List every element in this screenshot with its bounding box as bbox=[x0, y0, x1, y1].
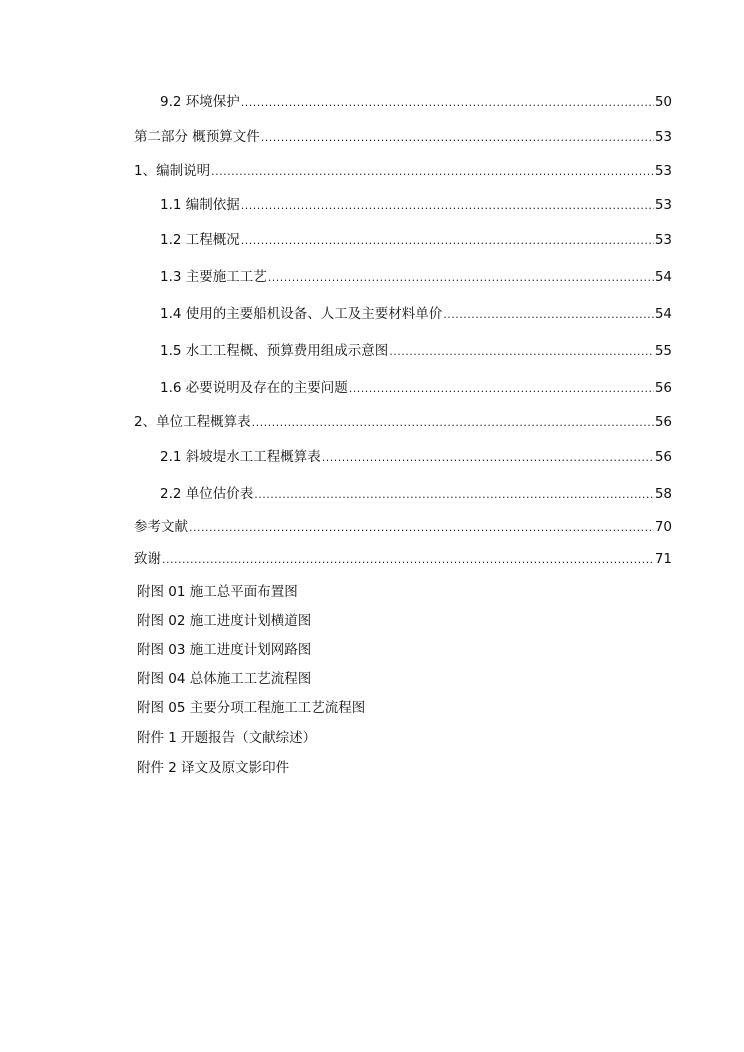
toc-leader-dots bbox=[211, 163, 654, 181]
toc-leader-dots bbox=[261, 129, 654, 147]
toc-page-number: 56 bbox=[654, 414, 672, 430]
toc-entry-title: 2.2 单位估价表 bbox=[160, 486, 254, 502]
toc-leader-dots bbox=[322, 449, 654, 467]
toc-page-number: 54 bbox=[654, 269, 672, 285]
toc-page-number: 53 bbox=[654, 197, 672, 213]
toc-entry-title: 1、编制说明 bbox=[134, 163, 211, 179]
attachment-line: 附图 03 施工进度计划网路图 bbox=[137, 642, 312, 658]
toc-entry-title: 1.4 使用的主要船机设备、人工及主要材料单价 bbox=[160, 306, 443, 322]
toc-leader-dots bbox=[389, 343, 654, 361]
toc-leader-dots bbox=[268, 269, 654, 287]
toc-entry-title: 9.2 环境保护 bbox=[160, 94, 240, 110]
toc-entry-title: 第二部分 概预算文件 bbox=[134, 129, 260, 145]
toc-page-number: 54 bbox=[654, 306, 672, 322]
toc-leader-dots bbox=[241, 197, 654, 215]
toc-entry-2-2[interactable] bbox=[160, 485, 672, 504]
toc-page-number: 53 bbox=[654, 163, 672, 179]
toc-page-number: 70 bbox=[654, 519, 672, 535]
toc-leader-dots bbox=[349, 380, 654, 398]
toc-entry-title: 2、单位工程概算表 bbox=[134, 414, 251, 430]
toc-page-number: 55 bbox=[654, 343, 672, 359]
toc-entry-title: 1.5 水工工程概、预算费用组成示意图 bbox=[160, 343, 389, 359]
toc-entry-2-1[interactable] bbox=[160, 448, 672, 467]
toc-entry-2[interactable] bbox=[134, 413, 672, 432]
toc-entry-title: 参考文献 bbox=[134, 519, 188, 535]
toc-page-number: 53 bbox=[654, 232, 672, 248]
toc-entry-1-6[interactable] bbox=[160, 379, 672, 398]
toc-page-number: 56 bbox=[654, 449, 672, 465]
toc-leader-dots bbox=[252, 414, 654, 432]
toc-entry-title: 1.2 工程概况 bbox=[160, 232, 240, 248]
toc-entry-1-2[interactable] bbox=[160, 231, 672, 250]
toc-entry-1-1[interactable] bbox=[160, 196, 672, 215]
toc-page-number: 58 bbox=[654, 486, 672, 502]
toc-entry-part-2[interactable] bbox=[134, 128, 672, 147]
toc-entry-title: 1.3 主要施工工艺 bbox=[160, 269, 267, 285]
toc-entry-title: 2.1 斜坡堤水工工程概算表 bbox=[160, 449, 321, 465]
toc-entry-acknowledgements[interactable] bbox=[134, 550, 672, 569]
toc-page-number: 71 bbox=[654, 551, 672, 567]
toc-entry-9-2[interactable] bbox=[160, 93, 672, 112]
toc-page-number: 56 bbox=[654, 380, 672, 396]
toc-leader-dots bbox=[241, 94, 654, 112]
toc-entry-1-3[interactable] bbox=[160, 268, 672, 287]
attachment-line: 附图 05 主要分项工程施工工艺流程图 bbox=[137, 700, 366, 716]
toc-entry-references[interactable] bbox=[134, 518, 672, 537]
attachment-line: 附件 1 开题报告（文献综述） bbox=[137, 730, 317, 746]
toc-page-number: 53 bbox=[654, 129, 672, 145]
attachment-line: 附件 2 译文及原文影印件 bbox=[137, 760, 290, 776]
toc-leader-dots bbox=[241, 232, 654, 250]
toc-entry-1-5[interactable] bbox=[160, 342, 672, 361]
toc-entry-title: 致谢 bbox=[134, 551, 161, 567]
toc-leader-dots bbox=[162, 551, 654, 569]
toc-entry-1[interactable] bbox=[134, 162, 672, 181]
attachment-line: 附图 04 总体施工工艺流程图 bbox=[137, 671, 312, 687]
toc-entry-1-4[interactable] bbox=[160, 305, 672, 324]
toc-leader-dots bbox=[189, 519, 654, 537]
toc-page-number: 50 bbox=[654, 94, 672, 110]
toc-leader-dots bbox=[254, 486, 654, 504]
toc-entry-title: 1.1 编制依据 bbox=[160, 197, 240, 213]
toc-entry-title: 1.6 必要说明及存在的主要问题 bbox=[160, 380, 348, 396]
toc-leader-dots bbox=[443, 306, 654, 324]
attachment-line: 附图 02 施工进度计划横道图 bbox=[137, 613, 312, 629]
attachment-line: 附图 01 施工总平面布置图 bbox=[137, 584, 298, 600]
